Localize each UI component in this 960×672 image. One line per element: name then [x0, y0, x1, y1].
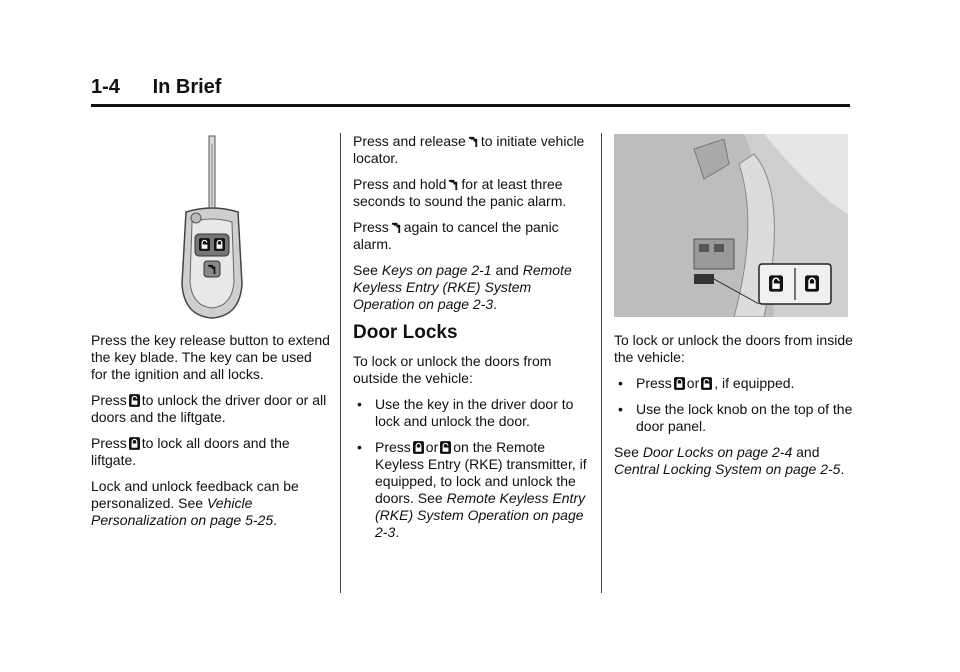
locator-paragraph: [353, 133, 593, 167]
text: Press: [91, 435, 127, 451]
text: or: [686, 375, 700, 391]
unlock-icon: [701, 377, 712, 390]
text: to lock all doors and the liftgate.: [91, 435, 290, 468]
text: and: [796, 444, 820, 460]
text: for at least three seconds to sound the panic alarm.: [353, 176, 567, 209]
text: Use the key in the driver door to lock and unlock the door.: [375, 396, 574, 429]
text: to initiate vehicle locator.: [353, 133, 585, 166]
text: .: [840, 461, 845, 477]
vehicle-locator-icon: [448, 178, 459, 191]
header-rule: [91, 104, 850, 107]
column-divider-left: [340, 133, 341, 593]
lock-paragraph: [91, 435, 331, 469]
bullet: •: [618, 375, 623, 391]
page-header: [91, 76, 221, 99]
cross-reference: Vehicle Personalization on page 5-25: [91, 495, 274, 528]
unlock-icon: [129, 394, 140, 407]
see-door-locks-paragraph: [614, 444, 854, 478]
page-number: 1-4: [91, 76, 120, 98]
vehicle-locator-icon: [468, 135, 479, 148]
feedback-paragraph: [91, 478, 331, 529]
text: and: [495, 262, 519, 278]
text: See: [353, 262, 378, 278]
list-item: [353, 396, 593, 430]
list-item: [614, 375, 854, 392]
list-item: [353, 439, 593, 541]
column-1: [91, 332, 331, 538]
bullet: •: [618, 401, 623, 417]
text: Use the lock knob on the top of the door panel.: [636, 401, 853, 434]
lock-icon: [674, 377, 685, 390]
bullet: •: [357, 439, 362, 455]
text: Press: [91, 392, 127, 408]
bullet: •: [357, 396, 362, 412]
vehicle-locator-icon: [391, 221, 402, 234]
text: Lock and unlock feedback can be personalized. See: [91, 478, 299, 511]
cross-reference: Central Locking System on page 2-5: [614, 461, 841, 477]
lock-icon: [129, 437, 140, 450]
list-item: [614, 401, 854, 435]
text: again to cancel the panic alarm.: [353, 219, 559, 252]
door-lock-switch-illustration: [614, 134, 848, 317]
unlock-paragraph: [91, 392, 331, 426]
column-divider-right: [601, 133, 602, 593]
unlock-icon: [440, 441, 451, 454]
column-3: [614, 332, 854, 487]
key-release-paragraph: Press the key release button to extend the key blade. The key can be used for the ignition and all locks.: [91, 332, 330, 382]
page-title: In Brief: [152, 76, 222, 98]
cancel-panic-paragraph: [353, 219, 593, 253]
cross-reference: Door Locks on page 2-4: [642, 444, 793, 460]
text: Press and release: [353, 133, 466, 149]
section-heading: Door Locks: [353, 322, 458, 343]
text: , if equipped.: [714, 375, 795, 391]
key-fob-illustration: [176, 134, 248, 320]
text: Press: [375, 439, 411, 455]
panic-paragraph: [353, 176, 593, 210]
text: Press: [353, 219, 389, 235]
lock-icon: [413, 441, 424, 454]
text: to unlock the driver door or all doors and the liftgate.: [91, 392, 327, 425]
text: .: [273, 512, 278, 528]
text: .: [493, 296, 497, 312]
cross-reference: Remote Keyless Entry (RKE) System Operation on page 2-3: [375, 490, 586, 540]
text: See: [614, 444, 639, 460]
column-2: [353, 133, 593, 550]
inside-intro: To lock or unlock the doors from inside the vehicle:: [614, 332, 853, 365]
outside-intro: To lock or unlock the doors from outside the vehicle:: [353, 353, 552, 386]
text: or: [425, 439, 439, 455]
see-keys-paragraph: [353, 262, 593, 313]
cross-reference: Keys on page 2-1: [381, 262, 492, 278]
cross-reference: Remote Keyless Entry (RKE) System Operation on page 2-3: [353, 262, 572, 312]
text: on the Remote Keyless Entry (RKE) transmitter, if equipped, to lock and unlock the doors. See: [375, 439, 587, 506]
text: .: [395, 524, 400, 540]
text: Press and hold: [353, 176, 447, 192]
text: Press: [636, 375, 672, 391]
